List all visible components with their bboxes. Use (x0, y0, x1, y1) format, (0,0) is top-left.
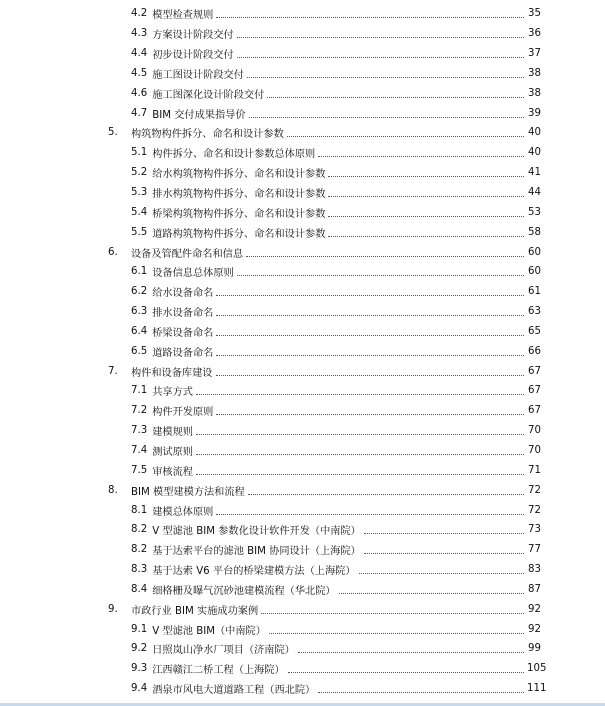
toc-entry-number: 7.3 (131, 425, 148, 437)
toc-entry-title: 基于达索 V6 平台的桥梁建模方法（上海院） (152, 566, 356, 578)
toc-leader-dots (339, 593, 524, 594)
toc-leader-dots (196, 474, 524, 475)
toc-entry-page: 99 (528, 643, 541, 655)
toc-entry-title: 测试原则 (152, 446, 193, 458)
toc-entry-number: 4.6 (131, 87, 148, 99)
toc-entry-number: 9. (108, 603, 118, 615)
toc-entry[interactable] (0, 579, 605, 599)
toc-entry-number: 7.2 (131, 405, 148, 417)
toc-leader-dots (364, 553, 524, 554)
toc-entry[interactable] (0, 659, 605, 679)
toc-entry-page: 36 (528, 28, 541, 40)
toc-entry[interactable] (0, 460, 605, 480)
toc-entry-page: 65 (528, 325, 541, 337)
toc-entry-number: 6.5 (131, 345, 148, 357)
toc-entry[interactable] (0, 480, 605, 500)
toc-entry-title: 基于达索平台的滤池 BIM 协同设计（上海院） (152, 546, 361, 558)
toc-entry-number: 8.2 (131, 544, 148, 556)
toc-leader-dots (328, 176, 524, 177)
toc-entry-number: 7.1 (131, 385, 148, 397)
toc-entry-number: 6.1 (131, 266, 148, 278)
toc-leader-dots (216, 315, 524, 316)
toc-entry-page: 111 (527, 683, 547, 695)
toc-entry-title: 模型检查规则 (152, 10, 214, 22)
toc-leader-dots (328, 236, 524, 237)
toc-entry-title: 审核流程 (152, 466, 193, 478)
toc-entry-page: 63 (528, 306, 541, 318)
toc-entry-number: 4.4 (131, 48, 148, 60)
toc-entry-number: 5.4 (131, 206, 148, 218)
toc-leader-dots (359, 573, 524, 574)
toc-entry-title: 构筑物构件拆分、命名和设计参数 (131, 129, 284, 141)
toc-entry-page: 40 (528, 147, 541, 159)
toc-entry-number: 5.5 (131, 226, 148, 238)
toc-entry-number: 9.2 (131, 643, 148, 655)
toc-entry-number: 5.3 (131, 187, 148, 199)
toc-entry-title: 酒泉市风电大道道路工程（西北院） (152, 685, 316, 697)
toc-leader-dots (364, 533, 524, 534)
toc-entry[interactable] (0, 24, 605, 44)
toc-entry-title: 建模规则 (152, 427, 193, 439)
toc-entry-page: 39 (528, 107, 541, 119)
toc-entry-title: 排水构筑物构件拆分、命名和设计参数 (152, 189, 326, 201)
toc-entry-page: 87 (528, 583, 541, 595)
toc-entry-page: 70 (528, 444, 541, 456)
toc-entry-title: 给水设备命名 (152, 288, 214, 300)
toc-entry-title: 江西赣江二桥工程（上海院） (152, 665, 285, 677)
toc-leader-dots (196, 454, 524, 455)
toc-leader-dots (287, 136, 524, 137)
toc-entry-number: 8.3 (131, 564, 148, 576)
toc-entry-page: 38 (528, 87, 541, 99)
toc-entry-page: 105 (527, 663, 547, 675)
toc-entry[interactable] (0, 361, 605, 381)
toc-leader-dots (216, 514, 524, 515)
toc-entry[interactable] (0, 262, 605, 282)
toc-leader-dots (237, 37, 524, 38)
toc-entry-page: 72 (528, 484, 541, 496)
toc-leader-dots (269, 633, 524, 634)
toc-entry[interactable] (0, 103, 605, 123)
toc-entry-page: 70 (528, 425, 541, 437)
toc-entry-number: 6.4 (131, 325, 148, 337)
toc-leader-dots (318, 156, 524, 157)
toc-entry-number: 4.5 (131, 67, 148, 79)
toc-entry[interactable] (0, 302, 605, 322)
toc-entry-title: 设备及管配件命名和信息 (131, 248, 244, 260)
toc-entry[interactable] (0, 441, 605, 461)
toc-entry-title: BIM 模型建模方法和流程 (131, 486, 245, 498)
toc-entry-number: 6.2 (131, 286, 148, 298)
toc-leader-dots (267, 97, 524, 98)
toc-entry-title: 构件开发原则 (152, 407, 214, 419)
toc-entry[interactable] (0, 322, 605, 342)
toc-entry-number: 4.3 (131, 28, 148, 40)
toc-entry[interactable] (0, 242, 605, 262)
toc-entry-number: 6. (108, 246, 118, 258)
toc-entry-title: 构件拆分、命名和设计参数总体原则 (152, 149, 316, 161)
toc-entry-page: 92 (528, 623, 541, 635)
toc-entry-page: 41 (528, 167, 541, 179)
toc-leader-dots (237, 57, 524, 58)
toc-leader-dots (216, 17, 524, 18)
toc-entry-page: 38 (528, 67, 541, 79)
toc-entry-page: 71 (528, 464, 541, 476)
toc-entry[interactable] (0, 341, 605, 361)
toc-entry-title: 细格栅及曝气沉砂池建模流程（华北院） (152, 585, 336, 597)
toc-entry-page: 37 (528, 48, 541, 60)
toc-entry-number: 9.4 (131, 683, 148, 695)
toc-entry-page: 77 (528, 544, 541, 556)
toc-entry-title: V 型滤池 BIM（中南院） (152, 625, 266, 637)
toc-entry-title: 方案设计阶段交付 (152, 30, 234, 42)
toc-entry-number: 5.1 (131, 147, 148, 159)
toc-leader-dots (298, 652, 524, 653)
toc-entry-title: 施工图设计阶段交付 (152, 69, 244, 81)
toc-entry-title: 市政行业 BIM 实施成功案例 (131, 605, 259, 617)
table-of-contents (0, 4, 605, 699)
toc-entry-page: 72 (528, 504, 541, 516)
toc-entry-title: 初步设计阶段交付 (152, 50, 234, 62)
toc-entry-title: BIM 交付成果指导价 (152, 109, 246, 121)
toc-entry-title: 给水构筑物构件拆分、命名和设计参数 (152, 169, 326, 181)
toc-entry[interactable] (0, 500, 605, 520)
toc-entry-number: 8.1 (131, 504, 148, 516)
toc-entry[interactable] (0, 64, 605, 84)
toc-entry-page: 53 (528, 206, 541, 218)
toc-leader-dots (216, 375, 525, 376)
toc-entry-page: 61 (528, 286, 541, 298)
toc-leader-dots (248, 494, 524, 495)
toc-entry-title: 桥梁构筑物构件拆分、命名和设计参数 (152, 208, 326, 220)
toc-entry-number: 7.5 (131, 464, 148, 476)
toc-entry[interactable] (0, 4, 605, 24)
toc-entry[interactable] (0, 639, 605, 659)
toc-leader-dots (249, 117, 524, 118)
toc-entry-page: 67 (528, 405, 541, 417)
toc-entry[interactable] (0, 619, 605, 639)
toc-entry-number: 9.1 (131, 623, 148, 635)
toc-entry-page: 83 (528, 564, 541, 576)
toc-entry-title: 构件和设备库建设 (131, 367, 213, 379)
toc-entry[interactable] (0, 183, 605, 203)
toc-leader-dots (288, 672, 524, 673)
toc-entry-page: 73 (528, 524, 541, 536)
toc-entry-page: 58 (528, 226, 541, 238)
toc-entry-page: 40 (528, 127, 541, 139)
toc-entry-title: 日照岚山净水厂项目（济南院） (152, 645, 295, 657)
toc-entry-page: 60 (528, 246, 541, 258)
toc-entry-title: 共享方式 (152, 387, 193, 399)
toc-entry-title: 设备信息总体原则 (152, 268, 234, 280)
toc-leader-dots (216, 335, 524, 336)
toc-entry-title: 桥梁设备命名 (152, 327, 214, 339)
toc-entry-page: 66 (528, 345, 541, 357)
toc-entry[interactable] (0, 421, 605, 441)
toc-entry[interactable] (0, 381, 605, 401)
toc-leader-dots (318, 692, 524, 693)
toc-entry-page: 44 (528, 187, 541, 199)
toc-entry[interactable] (0, 679, 605, 699)
toc-entry-number: 7.4 (131, 444, 148, 456)
toc-entry[interactable] (0, 202, 605, 222)
toc-entry-title: 建模总体原则 (152, 506, 214, 518)
toc-entry-page: 35 (528, 8, 541, 20)
toc-entry-page: 67 (528, 365, 541, 377)
toc-entry[interactable] (0, 401, 605, 421)
toc-entry-number: 8. (108, 484, 118, 496)
toc-entry-page: 67 (528, 385, 541, 397)
toc-entry-title: V 型滤池 BIM 参数化设计软件开发（中南院） (152, 526, 361, 538)
toc-entry[interactable] (0, 83, 605, 103)
toc-leader-dots (328, 196, 524, 197)
toc-entry[interactable] (0, 44, 605, 64)
toc-entry-number: 8.2 (131, 524, 148, 536)
toc-leader-dots (216, 414, 524, 415)
toc-entry-title: 施工图深化设计阶段交付 (152, 89, 265, 101)
toc-entry-page: 92 (528, 603, 541, 615)
toc-leader-dots (216, 355, 524, 356)
toc-leader-dots (247, 77, 524, 78)
toc-entry-number: 6.3 (131, 306, 148, 318)
toc-entry[interactable] (0, 540, 605, 560)
toc-leader-dots (196, 394, 524, 395)
toc-entry[interactable] (0, 560, 605, 580)
toc-entry[interactable] (0, 123, 605, 143)
toc-entry-number: 5.2 (131, 167, 148, 179)
toc-entry-number: 4.2 (131, 8, 148, 20)
toc-entry-number: 5. (108, 127, 118, 139)
toc-entry[interactable] (0, 599, 605, 619)
toc-entry-page: 60 (528, 266, 541, 278)
toc-entry-number: 9.3 (131, 663, 148, 675)
toc-entry[interactable] (0, 282, 605, 302)
toc-entry-number: 7. (108, 365, 118, 377)
toc-entry-title: 道路设备命名 (152, 347, 214, 359)
toc-entry-number: 4.7 (131, 107, 148, 119)
toc-entry[interactable] (0, 143, 605, 163)
toc-leader-dots (196, 434, 524, 435)
toc-entry-title: 道路构筑物构件拆分、命名和设计参数 (152, 228, 326, 240)
toc-entry[interactable] (0, 222, 605, 242)
toc-leader-dots (216, 295, 524, 296)
toc-entry-title: 排水设备命名 (152, 308, 214, 320)
toc-leader-dots (261, 613, 524, 614)
toc-leader-dots (237, 275, 524, 276)
toc-entry-number: 8.4 (131, 583, 148, 595)
toc-entry[interactable] (0, 163, 605, 183)
toc-leader-dots (246, 256, 524, 257)
toc-leader-dots (328, 216, 524, 217)
toc-entry[interactable] (0, 520, 605, 540)
